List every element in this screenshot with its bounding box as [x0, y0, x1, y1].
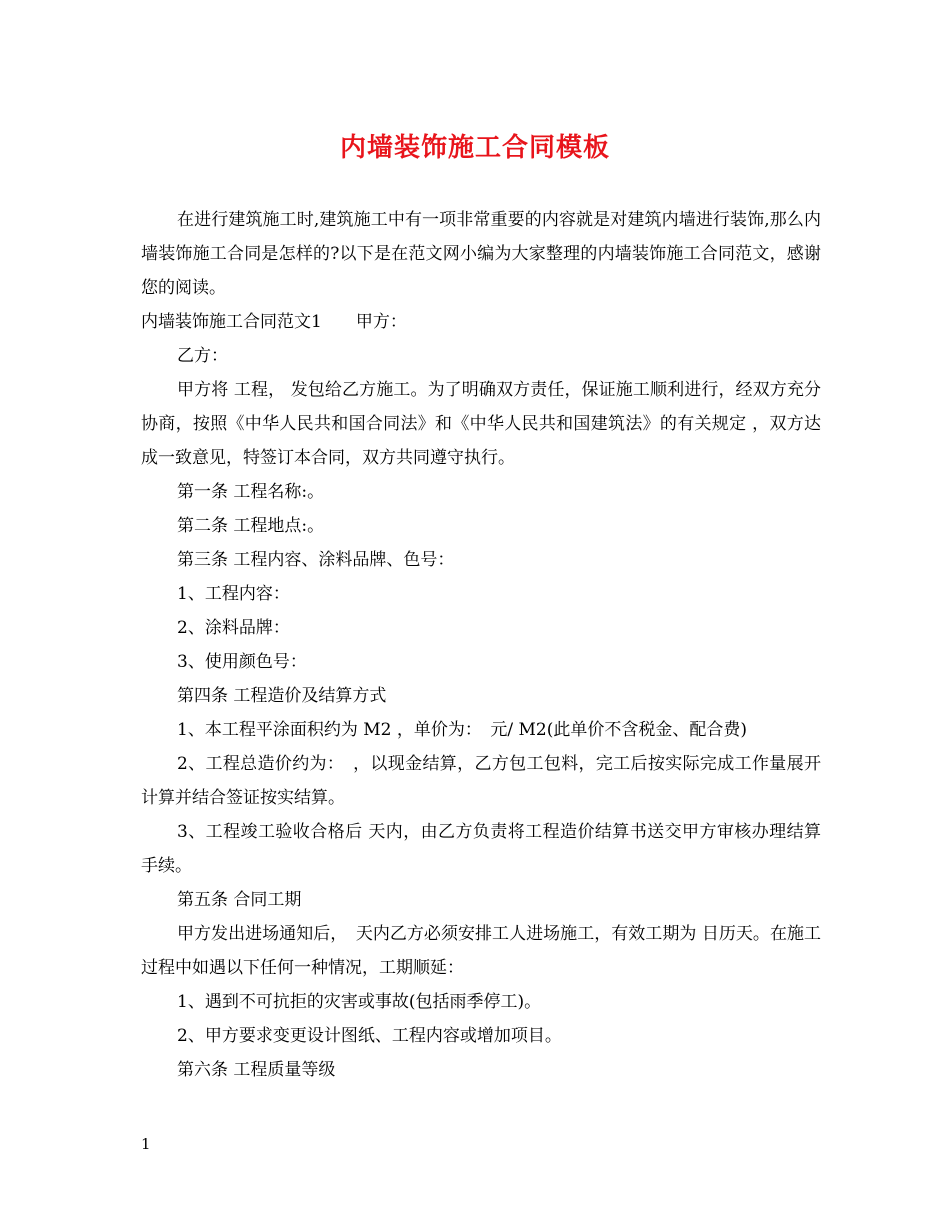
article-3-item-1: 1、工程内容：: [177, 584, 290, 604]
article-4: 第四条 工程造价及结算方式: [177, 686, 387, 706]
article-3-item-3: 3、使用颜色号：: [177, 652, 307, 672]
party-b-line: 乙方：: [177, 346, 228, 366]
document-body: [141, 203, 821, 1087]
article-4-item-2: 2、工程总造价约为： ，以现金结算，乙方包工包料，完工后按实际完成工作量展开计算并结合签证按实结算。: [141, 754, 821, 808]
article-5-text: 甲方发出进场通知后， 天内乙方必须安排工人进场施工，有效工期为 日历天。在施工过程中如遇以下任何一种情况，工期顺延：: [141, 924, 821, 978]
article-5-item-1: 1、遇到不可抗拒的灾害或事故(包括雨季停工)。: [177, 992, 542, 1012]
intro-paragraph: 在进行建筑施工时,建筑施工中有一项非常重要的内容就是对建筑内墙进行装饰,那么内墙装饰施工合同是怎样的?以下是在范文网小编为大家整理的内墙装饰施工合同范文，感谢您的阅读。: [141, 210, 821, 298]
article-3: 第三条 工程内容、涂料品牌、色号：: [177, 550, 455, 570]
article-6: 第六条 工程质量等级: [177, 1060, 336, 1080]
page-number: 1: [141, 1135, 151, 1153]
article-4-item-1: 1、本工程平涂面积约为 M2 ，单价为： 元/ M2(此单价不含税金、配合费): [177, 720, 747, 740]
document-title: 内墙装饰施工合同模板: [339, 133, 610, 163]
article-5-item-2: 2、甲方要求变更设计图纸、工程内容或增加项目。: [177, 1026, 562, 1046]
article-2: 第二条 工程地点:。: [177, 516, 325, 536]
article-3-item-2: 2、涂料品牌：: [177, 618, 290, 638]
article-1: 第一条 工程名称:。: [177, 482, 325, 502]
preamble-paragraph: 甲方将 工程， 发包给乙方施工。为了明确双方责任，保证施工顺利进行，经双方充分协商，按照《中华人民共和国合同法》和《中华人民共和国建筑法》的有关规定 ，双方达成一致意见，特签订本合同，双方共同遵守执行。: [141, 380, 821, 468]
article-5: 第五条 合同工期: [177, 890, 302, 910]
contract-heading-line: 内墙装饰施工合同范文1 甲方：: [141, 312, 407, 332]
article-4-item-3: 3、工程竣工验收合格后 天内，由乙方负责将工程造价结算书送交甲方审核办理结算手续。: [141, 822, 821, 876]
